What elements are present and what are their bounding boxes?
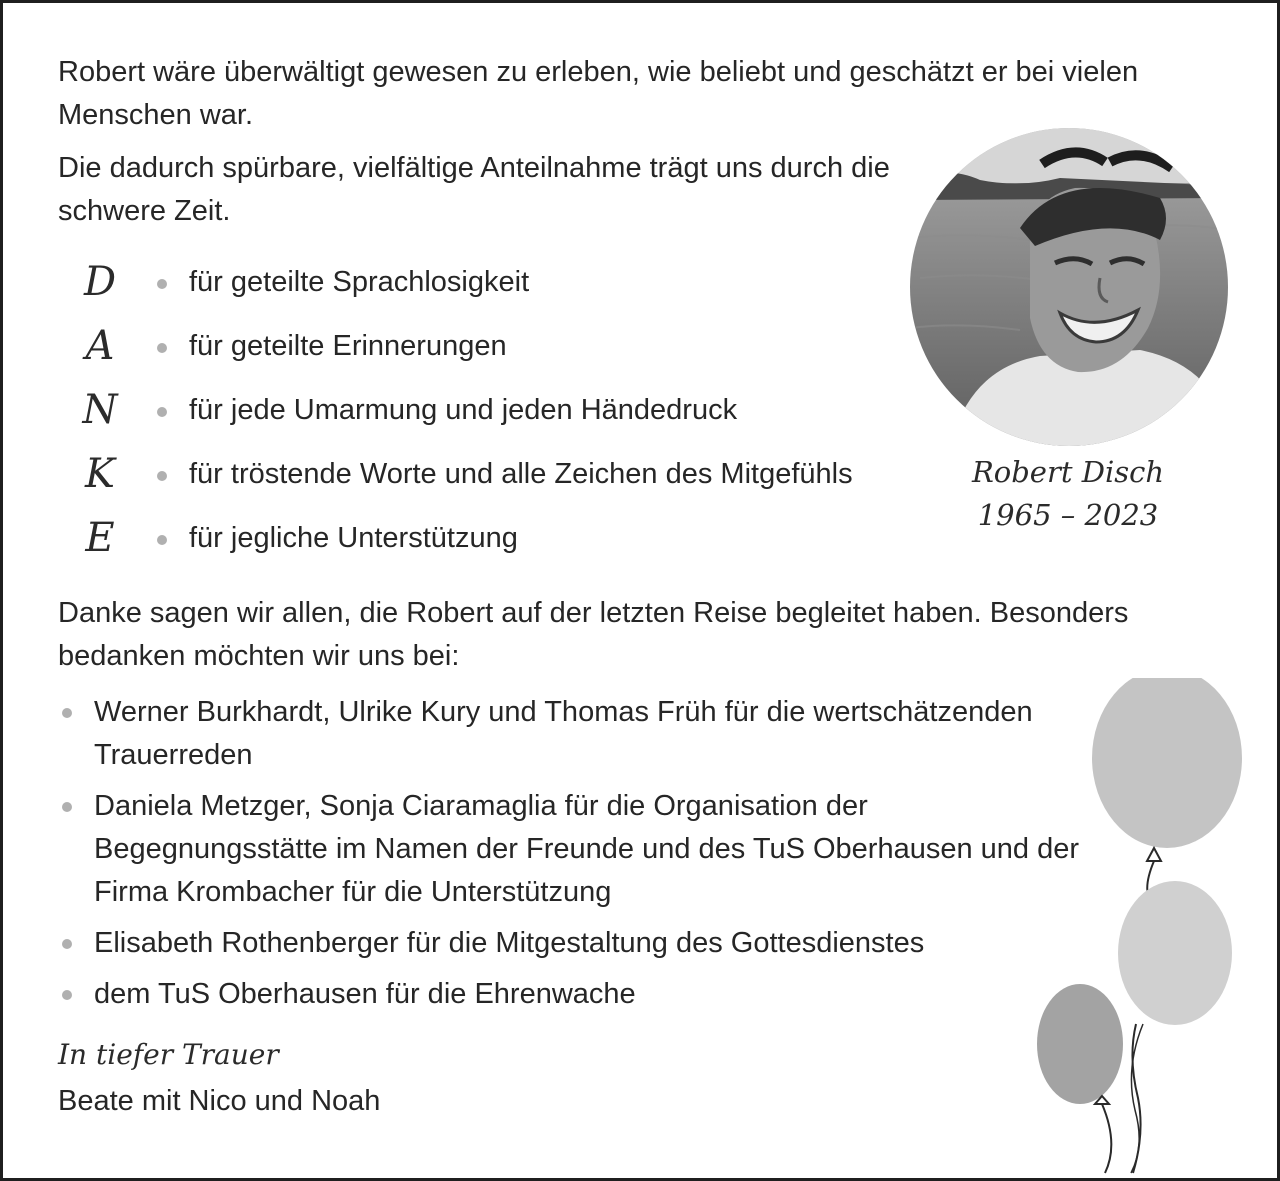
balloon-small: [1037, 984, 1123, 1104]
danke-text: für geteilte Sprachlosigkeit: [189, 266, 530, 298]
danke-text: für jegliche Unterstützung: [189, 522, 518, 554]
thanks-item: [58, 691, 1098, 777]
bullet-dot: [157, 535, 167, 545]
balloon-large: [1092, 678, 1242, 848]
danke-letter: E: [85, 515, 115, 561]
danke-row-a: [58, 321, 958, 377]
thanks-item: [58, 922, 1098, 965]
bullet-dot: [62, 939, 72, 949]
danke-row-n: [58, 385, 958, 441]
deceased-years: 1965 – 2023: [977, 498, 1159, 532]
danke-letter: A: [85, 323, 115, 369]
signature-intro: In tiefer Trauer: [58, 1038, 279, 1071]
danke-text: für jede Umarmung und jeden Händedruck: [189, 394, 738, 426]
bullet-dot: [62, 802, 72, 812]
danke-row-k: [58, 449, 958, 505]
bullet-dot: [62, 708, 72, 718]
thanks-list: [58, 691, 1098, 1024]
bullet-dot: [62, 990, 72, 1000]
thanks-item-text: Elisabeth Rothenberger für die Mitgestaltung des Gottesdienstes: [94, 927, 925, 959]
bullet-dot: [157, 471, 167, 481]
intro-paragraph-2: Die dadurch spürbare, vielfältige Anteilnahme trägt uns durch die schwere Zeit.: [58, 152, 890, 227]
signature-names: Beate mit Nico und Noah: [58, 1085, 381, 1117]
balloons-illustration: [1033, 678, 1253, 1178]
bullet-dot: [157, 279, 167, 289]
danke-row-e: [58, 513, 958, 569]
danke-letter: K: [85, 451, 115, 497]
thanks-intro: Danke sagen wir allen, die Robert auf der letzten Reise begleitet haben. Besonders bedanken möchten wir uns bei:: [58, 597, 1129, 672]
danke-text: für geteilte Erinnerungen: [189, 330, 507, 362]
danke-letter: D: [83, 259, 117, 305]
thanks-item: [58, 785, 1098, 914]
bullet-dot: [157, 343, 167, 353]
portrait-photo: [910, 128, 1228, 446]
intro-paragraph-1: Robert wäre überwältigt gewesen zu erleben, wie beliebt und geschätzt er bei vielen Menschen war.: [58, 56, 1139, 131]
danke-letter: N: [82, 387, 118, 433]
bullet-dot: [157, 407, 167, 417]
balloon-medium: [1118, 881, 1232, 1025]
thanks-item-text: Daniela Metzger, Sonja Ciaramaglia für die Organisation der Begegnungsstätte im Namen der Freunde und des TuS Oberhausen und der Firma Krombacher für die Unterstützung: [94, 790, 1080, 908]
thanks-item-text: Werner Burkhardt, Ulrike Kury und Thomas Früh für die wertschätzenden Trauerreden: [94, 696, 1033, 771]
danke-row-d: [58, 257, 958, 313]
danke-text: für tröstende Worte und alle Zeichen des Mitgefühls: [189, 458, 853, 490]
thanks-item: [58, 973, 1098, 1016]
deceased-name: Robert Disch: [971, 455, 1165, 489]
thanks-item-text: dem TuS Oberhausen für die Ehrenwache: [94, 978, 636, 1010]
